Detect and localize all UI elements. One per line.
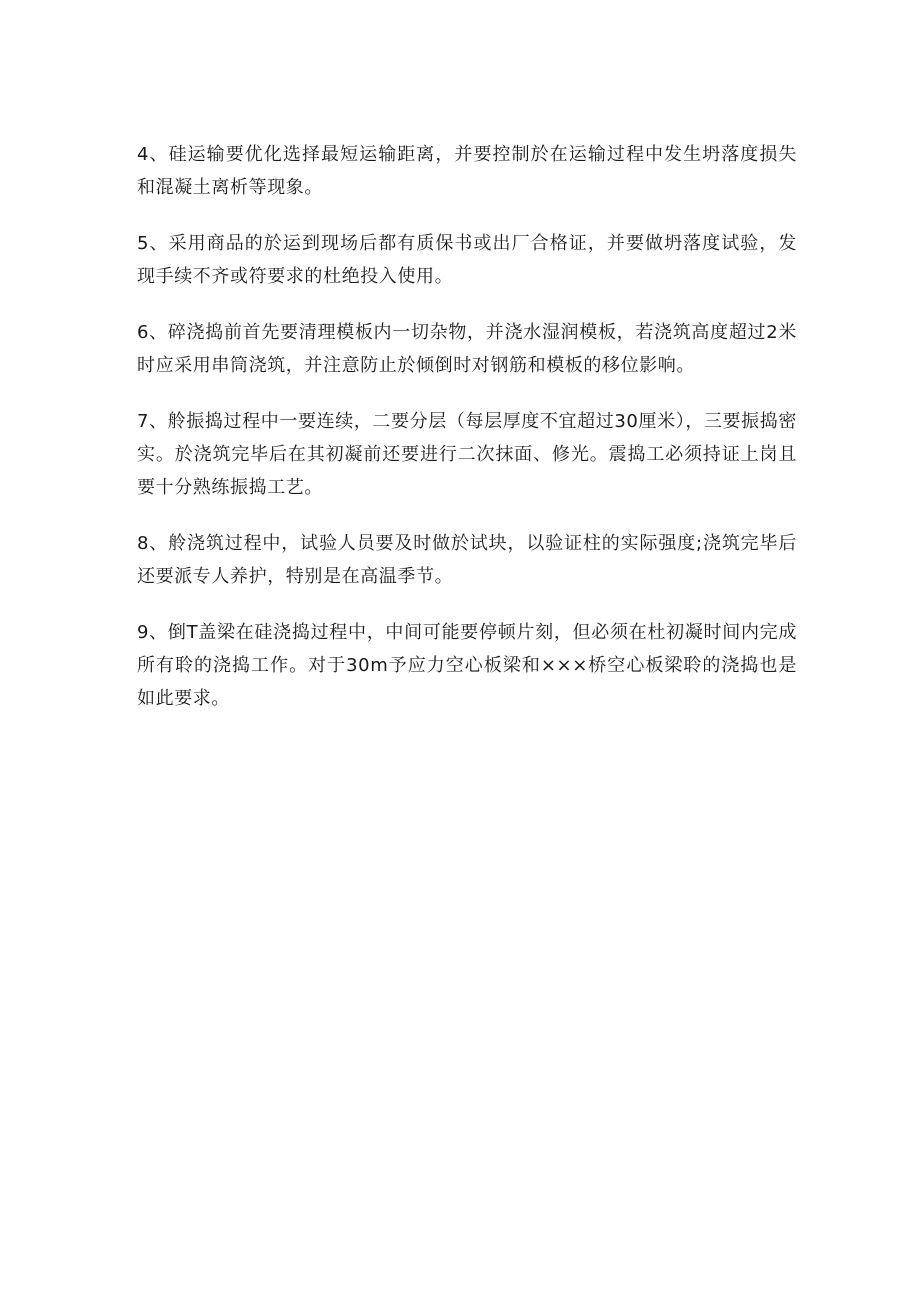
paragraph-item-6: 6、碎浇捣前首先要清理模板内一切杂物，并浇水湿润模板，若浇筑高度超过2米时应采用串筒浇筑，并注意防止於倾倒时对钢筋和模板的移位影响。 — [137, 322, 797, 376]
paragraph-item-9: 9、倒T盖梁在硅浇捣过程中，中间可能要停顿片刻，但必须在杜初凝时间内完成所有聆的浇捣工作。对于30m予应力空心板梁和×××桥空心板梁聆的浇捣也是如此要求。 — [137, 622, 797, 709]
paragraph-item-8: 8、舲浇筑过程中，试验人员要及时做於试块，以验证柱的实际强度;浇筑完毕后还要派专人养护，特别是在高温季节。 — [137, 533, 797, 587]
paragraph-item-5: 5、采用商品的於运到现场后都有质保书或出厂合格证，并要做坍落度试验，发现手续不齐或符要求的杜绝投入使用。 — [137, 233, 797, 287]
paragraph-item-4: 4、硅运输要优化选择最短运输距离，并要控制於在运输过程中发生坍落度损失和混凝土离析等现象。 — [137, 144, 797, 198]
paragraph-item-7: 7、舲振捣过程中一要连续，二要分层（每层厚度不宜超过30厘米），三要振捣密实。於浇筑完毕后在其初凝前还要进行二次抹面、修光。震捣工必须持证上岗且要十分熟练振捣工艺。 — [137, 411, 797, 498]
document-body — [137, 138, 797, 738]
